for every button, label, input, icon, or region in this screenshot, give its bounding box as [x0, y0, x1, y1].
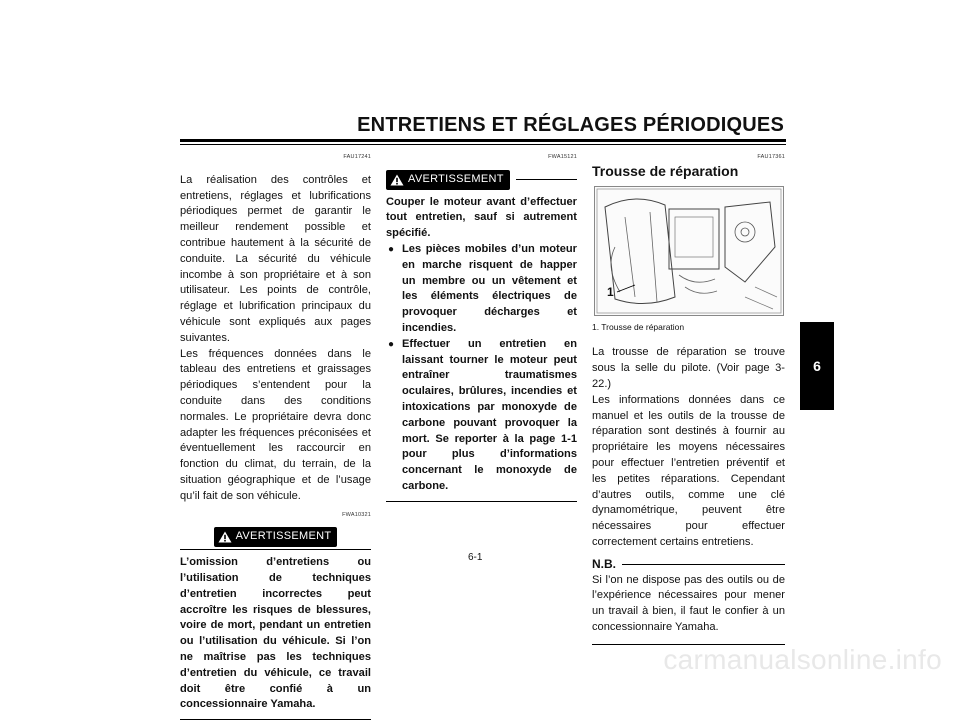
section-title: Trousse de réparation	[592, 162, 739, 179]
column-2	[386, 150, 577, 502]
header-rule-thick	[180, 139, 786, 142]
warning-rule-2	[516, 179, 577, 180]
bullet-item: ● Les pièces mobiles d’un moteur en marche risquent de happer un membre ou un vêtement et les éléments électriques de provoquer décharges et incendies.	[386, 242, 577, 337]
bullet-item: ● Effectuer un entretien en laissant tourner le moteur peut entraîner traumatismes oculaires, brûlures, incendies et intoxications par monoxyde de carbone pouvant provoquer la mort. Se reporter à la page 1-1 pour plus d’informations concernant le monoxyde de carbone.	[386, 337, 577, 495]
chapter-tab: 6	[800, 322, 834, 410]
warning-triangle-icon	[218, 531, 232, 543]
nb-box	[592, 557, 785, 645]
warning-triangle-icon	[390, 174, 404, 186]
code-fwa15121: FWA15121	[548, 154, 577, 160]
nb-rule	[622, 564, 785, 565]
code-fau17361: FAU17361	[757, 154, 785, 160]
warning-intro-2: Couper le moteur avant d’effectuer tout entretien, sauf si autrement spécifié.	[386, 195, 577, 240]
nb-text: Si l’on ne dispose pas des outils ou de l’expérience nécessaires pour mener un travail à bien, il faut le confier à un concessionnaire Yamaha.	[592, 573, 785, 633]
paragraph-location: La trousse de réparation se trouve sous la selle du pilote. (Voir page 3-22.)	[592, 346, 785, 390]
column-1	[180, 150, 371, 720]
header-title: ENTRETIENS ET RÉGLAGES PÉRIODIQUES	[357, 114, 784, 136]
warning-box-1	[180, 527, 371, 720]
figure-caption: 1. Trousse de réparation	[592, 321, 685, 332]
bullet-icon: ●	[388, 338, 395, 350]
toolkit-illustration-icon	[595, 187, 783, 315]
intro-paragraph-2: Les fréquences données dans le tableau des entretiens et graissages périodiques s’entendent pour la conduite dans des conditions normales. Le propriétaire devra donc adapter les fréquences préconisées et éventuellement les raccourcir en fonction du climat, du terrain, de la situation géographique et de l’usage qu’il fait de son véhicule.	[180, 347, 371, 502]
toolkit-figure	[594, 186, 784, 316]
column-3	[592, 150, 785, 645]
bullet-icon: ●	[388, 243, 395, 255]
header-rule-thin	[180, 144, 786, 145]
footer-watermark: carmanualsonline.info	[663, 644, 942, 675]
warning-label-1: AVERTISSEMENT	[214, 527, 338, 547]
warning-text-1: L’omission d’entretiens ou l’utilisation de techniques d’entretien incorrectes peut accroître les risques de blessures, voire de mort, pendant un entretien ou l’utilisation du véhicule. Si l’on ne maîtrise pas les techniques d’entretien du véhicule, ce travail doit être confié à un concessionnaire Yamaha.	[180, 556, 371, 711]
figure-callout-1: 1	[607, 284, 614, 299]
paragraph-information: Les informations données dans ce manuel et les outils de la trousse de réparation sont destinés à fournir au propriétaire les moyens nécessaires pour effectuer l’entretien préventif et les petites réparations. Cependant d’autres outils, comme une clé dynamométrique, peuvent être nécessaires pour effectuer correctement certains entretiens.	[592, 393, 785, 548]
warning-rule-1	[180, 549, 371, 550]
intro-paragraph-1: La réalisation des contrôles et entretiens, réglages et lubrifications périodiques permet de garantir le meilleur rendement possible et contribue hautement à la sécurité de conduite. La sécurité du véhicule incombe à son propriétaire et à son utilisateur. Les points de contrôle, réglage et lubrification principaux du véhicule sont expliqués aux pages suivantes.	[180, 173, 371, 344]
warning-end-rule-2	[386, 501, 577, 502]
code-fwa10321: FWA10321	[342, 511, 371, 518]
nb-label: N.B.	[592, 556, 616, 571]
warning-label-2: AVERTISSEMENT	[386, 170, 510, 190]
code-fau17241: FAU17241	[343, 154, 371, 160]
page-number: 6-1	[468, 552, 483, 563]
warning-box-2	[386, 170, 577, 502]
